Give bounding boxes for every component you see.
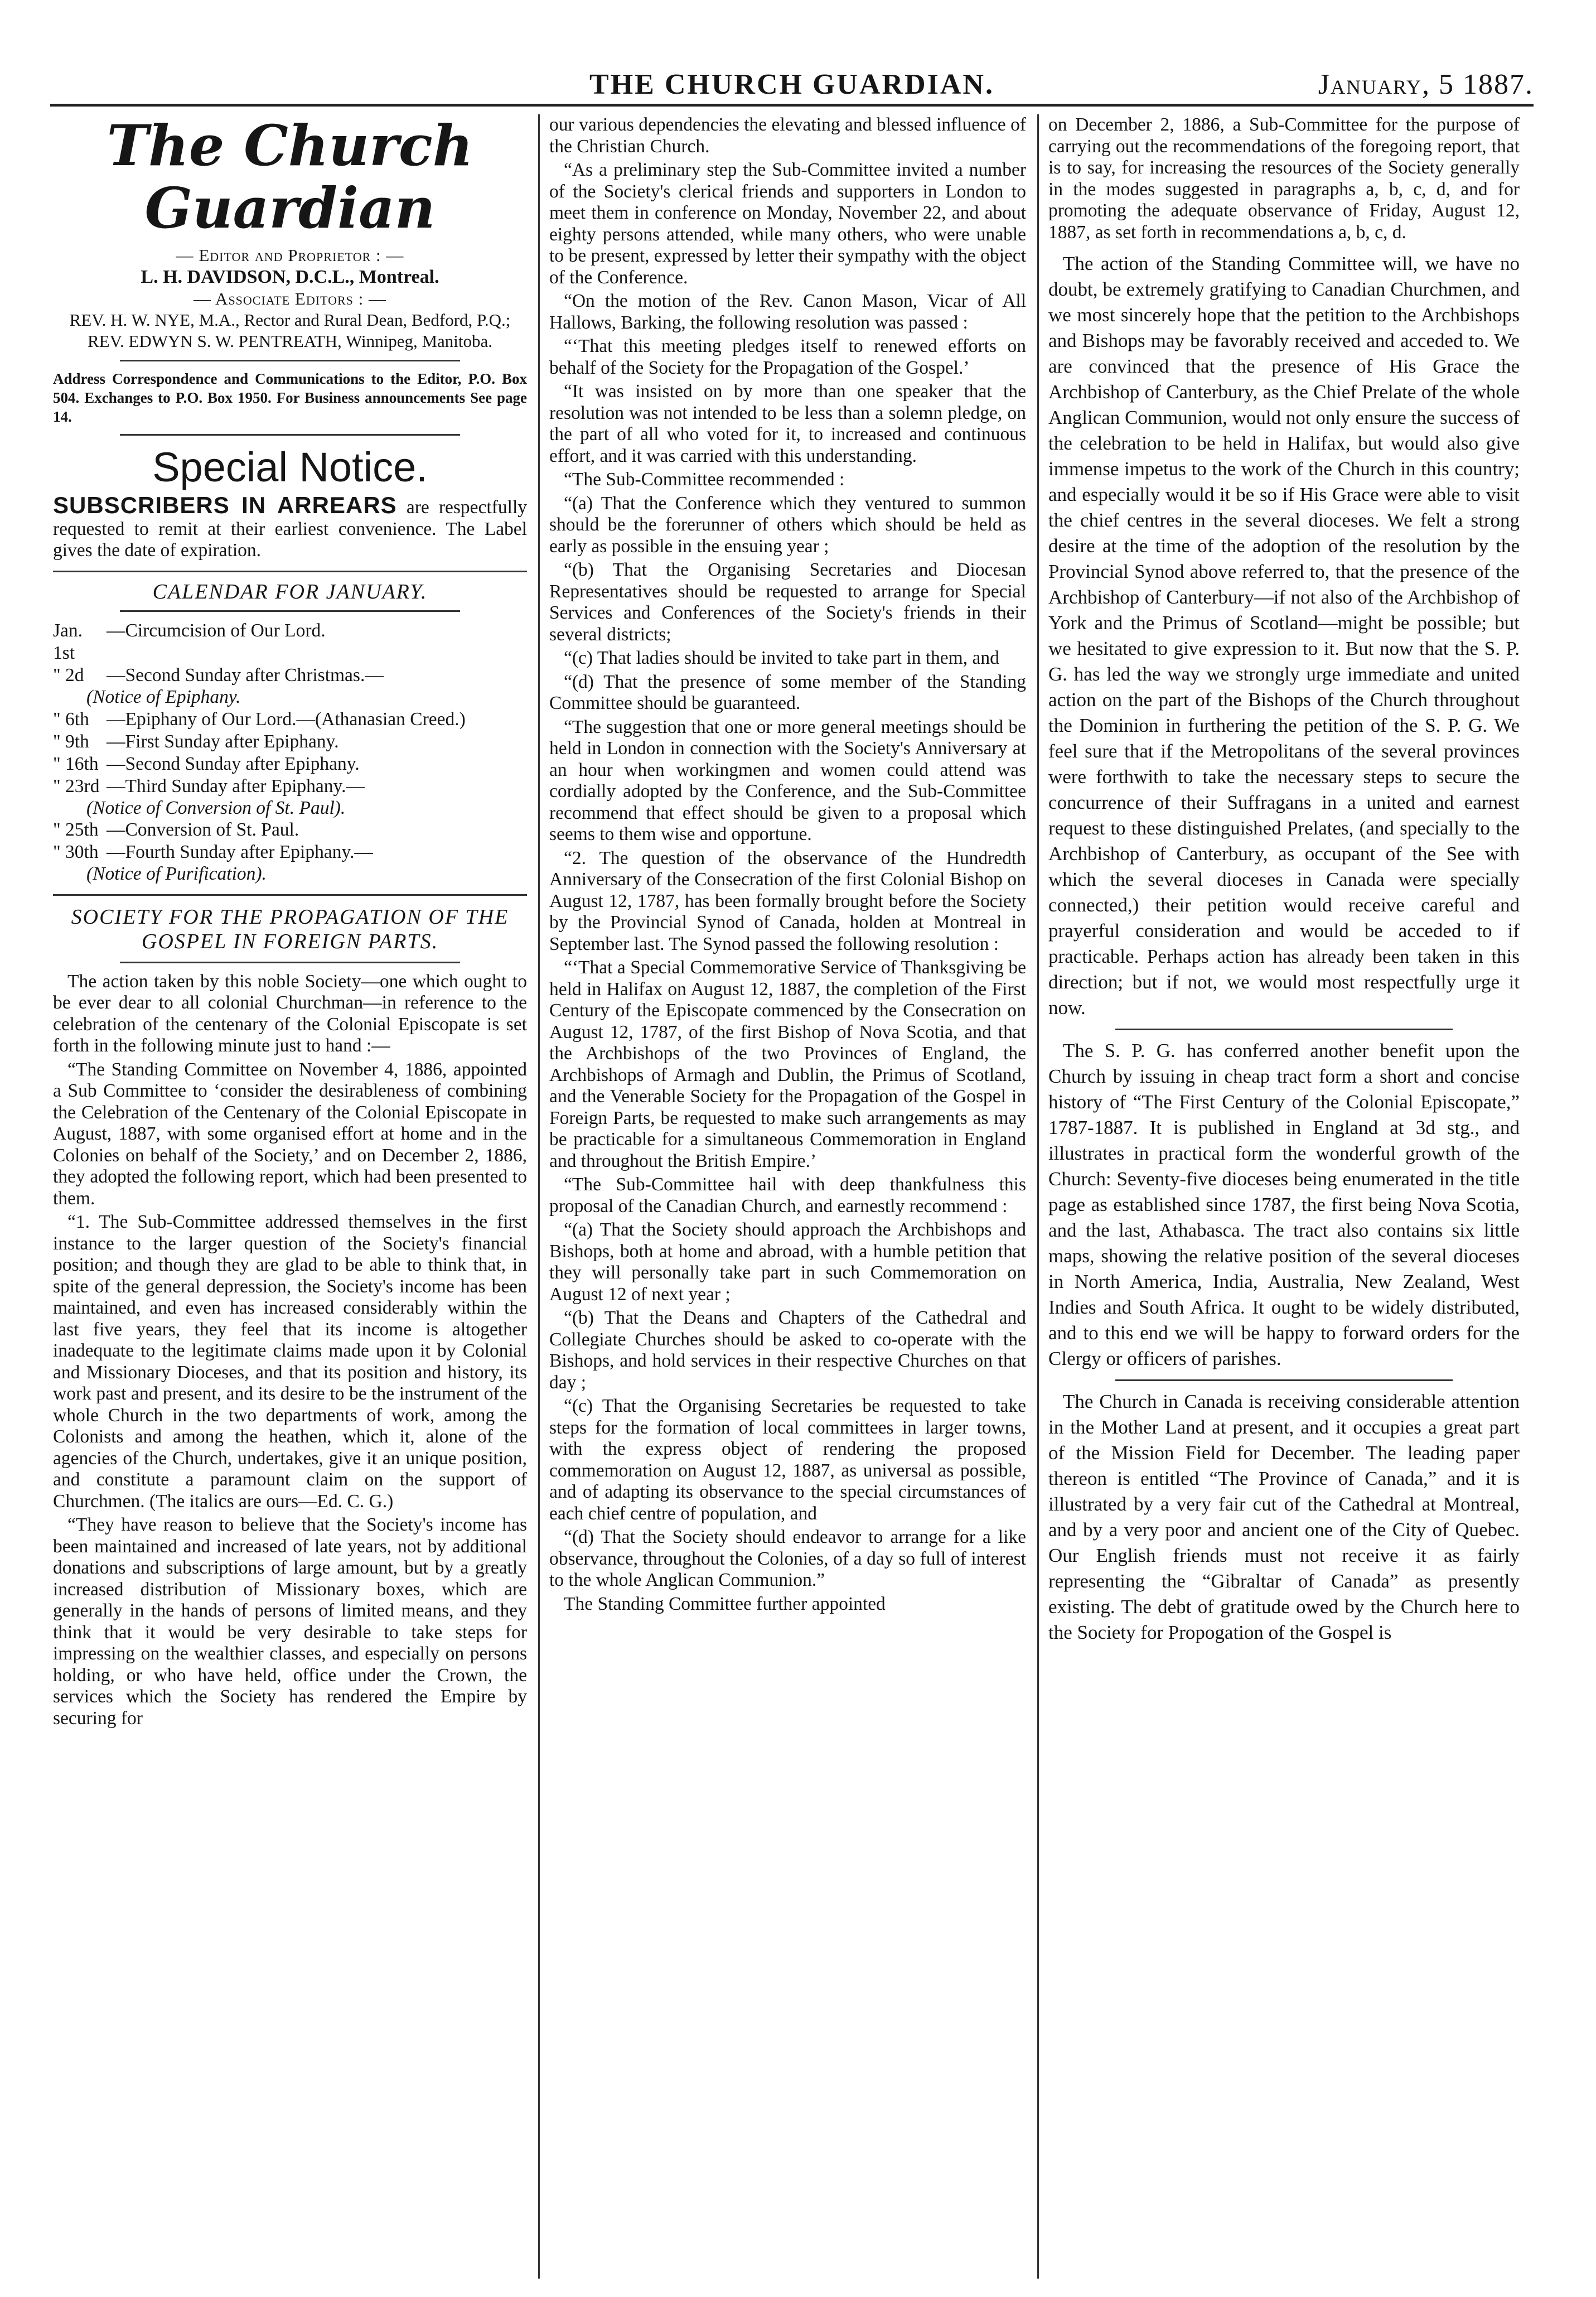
issue-date: January, 5 1887. xyxy=(1318,69,1534,100)
column-1 xyxy=(53,114,527,2284)
calendar-item xyxy=(53,731,527,753)
calendar-text: —Second Sunday after Epiphany. xyxy=(107,753,360,774)
newspaper-title: THE CHURCH GUARDIAN. xyxy=(589,69,994,100)
editorial-paragraph: The S. P. G. has conferred another benefit upon the Church by issuing in cheap tract form a short and concise history of “The First Century of the Colonial Episcopate,” 1787-1887. It is published in England at 3d stg., and illustrates in practical form the wonderful growth of the Church: Seventy-five dioceses being enumerated in the title page as established since 1787, the first being Nova Scotia, and the last, Athabasca. The tract also contains six little maps, showing the relative position of the several dioceses in North America, India, Australia, New Zealand, West Indies and South Africa. It ought to be widely distributed, and to this end we will be happy to forward orders for the Clergy or officers of parishes. xyxy=(1048,1040,1520,1369)
column-rule-1 xyxy=(538,114,540,2279)
calendar-day: " 2d xyxy=(53,665,84,686)
calendar-item xyxy=(53,708,527,731)
column-2 xyxy=(549,114,1026,2284)
article-paragraph: “It was insisted on by more than one speaker that the resolution was not intended to be less than a solemn pledge, on the part of all who voted for it, to increased and continuous effort, and it was carried with this understanding. xyxy=(549,381,1026,466)
article-paragraph: “As a preliminary step the Sub-Committee invited a number of the Society's clerical friends and supporters in London to meet them in conference on Monday, November 22, and about eighty persons attended, while many others, who were unable to be present, expressed by letter their sympathy with the object of the Conference. xyxy=(549,160,1026,288)
article-paragraph: “The Sub-Committee hail with deep thankfulness this proposal of the Canadian Church, and earnestly recommend : xyxy=(549,1174,1026,1217)
masthead-title: The Church Guardian xyxy=(107,114,473,241)
calendar-day: Jan. 1st xyxy=(53,620,83,663)
arrears-lead: SUBSCRIBERS IN ARREARS xyxy=(53,492,397,518)
column-rule-2 xyxy=(1037,114,1039,2279)
article-paragraph: “The Standing Committee on November 4, 1886, appointed a Sub Committee to ‘consider the desirableness of combining the Celebration of the Centenary of the Colonial Episcopate in August, 1887, with some organised effort at home and in the Colonies on behalf of the Society,’ and on December 2, 1886, they adopted the following report, which had been presented to them. xyxy=(53,1059,527,1209)
special-notice-text xyxy=(53,492,527,562)
article-paragraph: “(c) That ladies should be invited to take part in them, and xyxy=(564,648,999,668)
divider xyxy=(1115,1029,1453,1030)
page-header xyxy=(50,66,1534,107)
divider xyxy=(120,360,460,361)
article-paragraph: “(d) That the presence of some member of the Standing Committee should be guaranteed. xyxy=(549,671,1026,713)
calendar-item xyxy=(53,620,527,664)
divider xyxy=(120,610,460,612)
article-paragraph: “They have reason to believe that the Society's income has been maintained and increased of late years, not by additional donations and subscriptions of large amount, but by a greatly increased distribution of Missionary boxes, which are generally in the hands of persons of limited means, and they think that it would be very desirable to take steps for impressing on the wealthier classes, and especially on persons holding, or who have held, office under the Crown, the services which the Society has rendered the Empire by securing for xyxy=(53,1514,527,1729)
editor-label: — Editor and Proprietor : — xyxy=(176,245,404,265)
article-paragraph: on December 2, 1886, a Sub-Committee for the purpose of carrying out the recommendations of the foregoing report, that is to say, for increasing the resources of the Society generally in the modes suggested in paragraphs a, b, c, d, and for promoting the adequate observance of Friday, August 12, 1887, as set forth in recommendations a, b, c, d. xyxy=(1048,114,1520,243)
special-notice-heading: Special Notice. xyxy=(152,444,428,490)
calendar-day: " 9th xyxy=(53,731,89,752)
article-paragraph: “‘That this meeting pledges itself to renewed efforts on behalf of the Society for the Propagation of the Gospel.’ xyxy=(549,336,1026,378)
article-paragraph: “(a) That the Conference which they ventured to summon should be the forerunner of others which should be held as early as possible in the ensuing year ; xyxy=(549,493,1026,557)
calendar-text: —Epiphany of Our Lord.—(Athanasian Creed.) xyxy=(107,708,466,730)
divider xyxy=(53,894,527,896)
article-paragraph: “‘That a Special Commemorative Service of Thanksgiving be held in Halifax on August 12, 1887, the completion of the First Century of the Episcopate commenced by the Consecration on August 12, 1787, of the first Bishop of Nova Scotia, and that the Archbishops of the two Provinces of England, the Archbishops of Armagh and Dublin, the Primus of Scotland, and the Venerable Society for the Propagation of the Gospel in Foreign Parts, be requested to make such arrangements as may be practicable for a simultaneous Commemoration in England and throughout the British Empire.’ xyxy=(549,957,1026,1171)
calendar-day: " 6th xyxy=(53,708,89,730)
calendar-text: —Circumcision of Our Lord. xyxy=(107,620,326,641)
calendar-note: (Notice of Epiphany. xyxy=(86,687,241,707)
divider xyxy=(1115,1379,1453,1381)
calendar-text: —Second Sunday after Christmas.— xyxy=(107,665,384,686)
calendar-item xyxy=(53,664,527,687)
article-paragraph: The Standing Committee further appointed xyxy=(564,1593,886,1614)
associates-label: — Associate Editors : — xyxy=(194,289,386,308)
article-paragraph: “(b) That the Organising Secretaries and Diocesan Representatives should be requested to arrange for Special Services and Conferences of the Society's friends in their several districts; xyxy=(549,559,1026,645)
calendar-title: CALENDAR FOR JANUARY. xyxy=(152,580,428,604)
calendar-text: —Fourth Sunday after Epiphany.— xyxy=(107,842,373,862)
calendar-item xyxy=(53,753,527,775)
editor-name: L. H. DAVIDSON, D.C.L., Montreal. xyxy=(141,267,439,287)
calendar-text: —Third Sunday after Epiphany.— xyxy=(107,775,365,797)
calendar-item xyxy=(53,841,527,863)
article-paragraph: “(a) That the Society should approach the Archbishops and Bishops, both at home and abroad, with a humble petition that they will personally take part in such Commemoration on August 12 of next year ; xyxy=(549,1219,1026,1305)
calendar-text: —First Sunday after Epiphany. xyxy=(107,731,339,752)
calendar-note: (Notice of Conversion of St. Paul). xyxy=(86,797,346,818)
article-paragraph: our various dependencies the elevating and blessed influence of the Christian Church. xyxy=(549,114,1026,157)
calendar-day: " 25th xyxy=(53,819,99,840)
editorial-paragraph: The Church in Canada is receiving considerable attention in the Mother Land at present, and it occupies a great part of the Mission Field for December. The leading paper thereon is entitled “The Province of Canada,” and it is illustrated by a very fair cut of the Cathedral at Montreal, and by a very poor and ancient one of the City of Quebec. Our English friends must not receive it as fairly representing the “Gibraltar of Canada” as presently existing. The debt of gratitude owed by the Church here to the Society for Propogation of the Gospel is xyxy=(1048,1391,1520,1643)
article-paragraph: “(c) That the Organising Secretaries be requested to take steps for the formation of local committees in larger towns, with the express object of rendering the proposed commemoration on August 12, 1887, as universal as possible, and of adapting its observance to the special circumstances of each chief centre of population, and xyxy=(549,1396,1026,1524)
calendar-day: " 23rd xyxy=(53,775,100,797)
article-paragraph: “2. The question of the observance of the Hundredth Anniversary of the Consecration of the first Colonial Bishop on August 12, 1787, has been formally brought before the Society by the Provincial Synod of Canada, holden at Montreal in September last. The Synod passed the following resolution : xyxy=(549,847,1026,954)
calendar-list xyxy=(53,620,527,885)
article-paragraph: “The suggestion that one or more general meetings should be held in London in connection with the Society's Anniversary at an hour when workingmen and women could attend was cordially adopted by the Conference, and the Sub-Committee recommend that effect should be given to a proposal which seems to them wise and opportune. xyxy=(549,716,1026,845)
divider xyxy=(120,434,460,436)
article-paragraph: The action taken by this noble Society—one which ought to be ever dear to all colonial Churchman—in reference to the celebration of the centenary of the Colonial Episcopate is set forth in the following minute just to hand :— xyxy=(53,971,527,1056)
calendar-day: " 16th xyxy=(53,753,99,774)
calendar-item xyxy=(53,775,527,798)
arrears-text: are respectfully requested to remit at their earliest convenience. The Label gives the date of expiration. xyxy=(53,497,527,561)
divider xyxy=(53,571,527,572)
article-paragraph: “On the motion of the Rev. Canon Mason, Vicar of All Hallows, Barking, the following resolution was passed : xyxy=(549,291,1026,333)
calendar-item xyxy=(53,819,527,841)
calendar-text: —Conversion of St. Paul. xyxy=(107,819,299,840)
address-notice: Address Correspondence and Communications to the Editor, P.O. Box 504. Exchanges to P.O. Box 1950. For Business announcements See page 14. xyxy=(53,370,527,425)
calendar-note: (Notice of Purification). xyxy=(86,863,267,884)
associate-editors: REV. H. W. NYE, M.A., Rector and Rural Dean, Bedford, P.Q.; REV. EDWYN S. W. PENTREATH, Winnipeg, Manitoba. xyxy=(69,310,511,351)
article-paragraph: “The Sub-Committee recommended : xyxy=(564,469,845,490)
column-3 xyxy=(1048,114,1520,2284)
divider xyxy=(120,962,460,963)
editorial-paragraph: The action of the Standing Committee will, we have no doubt, be extremely gratifying to Canadian Churchmen, and we most sincerely hope that the petition to the Archbishops and Bishops may be favorably received and acceded to. We are convinced that the presence of His Grace the Archbishop of Canterbury, as the Chief Prelate of the whole Anglican Communion, would not only ensure the success of the celebration to be held in Halifax, but would also give immense impetus to the work of the Church in this country; and especially would it be so if His Grace were able to visit the chief centres in the several dioceses. We felt a strong desire at the time of the adoption of the resolution by the Provincial Synod above referred to, that the presence of the Archbishop of Canterbury—if not also of the Archbishop of York and the Primus of Scotland—might be possible; but we hesitated to give expression to it. But now that the S. P. G. has led the way we strongly urge immediate and united action on the part of the Bishops of the Church throughout the Dominion in furthering the petition of the S. P. G. We feel sure that if the Metropolitans of the several provinces were forthwith to take the necessary steps to secure the concurrence of their Suffragans in a united and earnest request to these distinguished Prelates, (and specially to the Archbishop of Canterbury, as occupant of the See with which the several dioceses in Canada were specially connected,) their petition would receive careful and prayerful consideration and would be acceded to if practicable. Perhaps action has already been taken in this direction; but if not, we would most respectfully urge it now. xyxy=(1048,253,1520,1019)
article-paragraph: “(d) That the Society should endeavor to arrange for a like observance, throughout the Colonies, of a day so full of interest to the whole Anglican Communion.” xyxy=(549,1527,1026,1590)
article-paragraph: “(b) That the Deans and Chapters of the Cathedral and Collegiate Churches should be asked to co-operate with the Bishops, and hold services in their respective Churches on that day ; xyxy=(549,1307,1026,1393)
calendar-day: " 30th xyxy=(53,842,99,862)
spg-heading: SOCIETY FOR THE PROPAGATION OF THE GOSPEL IN FOREIGN PARTS. xyxy=(71,905,509,953)
article-paragraph: “1. The Sub-Committee addressed themselves in the first instance to the larger question of the Society's financial position; and though they are glad to be able to think that, in spite of the general depression, the Society's income has been maintained, and even has increased considerably within the last five years, they feel that its income is altogether inadequate to the legitimate claims made upon it by Colonial and Missionary Dioceses, and that its position and history, its work past and present, and its desire to be the instrument of the whole Church in the two departments of work, among the Colonists and among the heathen, which it, alone of the agencies of the Church, undertakes, give it an unique position, and constitute a paramount claim on the support of Churchmen. (The italics are ours—Ed. C. G.) xyxy=(53,1212,527,1512)
